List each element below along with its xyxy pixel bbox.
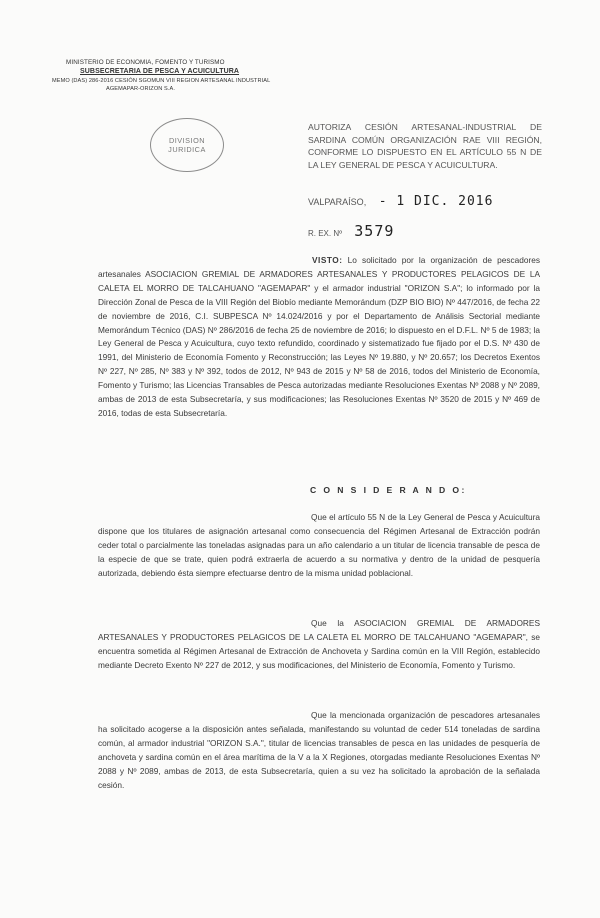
considerando-paragraph-3: Que la mencionada organización de pescadores artesanales ha solicitado acogerse a la disposición antes señalada, manifestando su voluntad de ceder 514 toneladas de sardina común, al armador industrial "ORIZON S.A.", titular de licencias transables de pesca en las unidades de pesquería de anchoveta y sardina común en el área marítima de la V a la X Regiones, otorgadas mediante Resoluciones Exentas Nº 2088 y Nº 2089, ambas de 2013, de esta Subsecretaría, quien a su vez ha solicitado la aprobación de la señalada cesión. (98, 710, 540, 790)
date-place: VALPARAÍSO, (308, 197, 367, 207)
rex-label: R. EX. Nº (308, 229, 343, 238)
stamp-line-2: JURIDICA (168, 145, 206, 154)
rex-number: 3579 (354, 222, 395, 240)
considerando-paragraph-1: Que el artículo 55 N de la Ley General de Pesca y Acuicultura dispone que los titulares de asignación artesanal como consecuencia del Régimen Artesanal de Extracción podrán ceder total o parcialmente las toneladas asignadas para un año calendario a un titular de licencia transable de pesca de la especie de que se trate, quien podrá extraerla de acuerdo a su normativa y dentro de la unidad de pesquería autorizada, debiendo ésta siempre efectuarse dentro de la misma unidad poblacional. (98, 512, 540, 578)
memo-reference: MEMO (DAS) 286-2016 CESIÓN SGOMUN VIII REGION ARTESANAL INDUSTRIAL (52, 78, 271, 84)
ministry-name: MINISTERIO DE ECONOMIA, FOMENTO Y TURISMO (66, 59, 225, 66)
considerando-heading: C O N S I D E R A N D O: (310, 485, 467, 495)
division-juridica-stamp (150, 118, 224, 172)
considerando-paragraph-2: Que la ASOCIACION GREMIAL DE ARMADORES ARTESANALES Y PRODUCTORES PELAGICOS DE LA CALETA EL MORRO DE TALCAHUANO "AGEMAPAR", se encuentra sometida al Régimen Artesanal de Extracción de Anchoveta y Sardina común en la VIII Región, establecido mediante Decreto Exento Nº 227 de 2012, y sus modificaciones, del Ministerio de Economía, Fomento y Turismo. (98, 618, 540, 670)
visto-paragraph (98, 254, 540, 421)
date-line (308, 194, 493, 209)
visto-text: Lo solicitado por la organización de pescadores artesanales ASOCIACION GREMIAL DE ARMADORES ARTESANALES Y PRODUCTORES PELAGICOS DE LA CALETA EL MORRO DE TALCAHUANO "AGEMAPAR" y el armador industrial "ORIZON S.A"; lo informado por la Dirección Zonal de Pesca de la VIII Región del Biobío mediante Memorándum (DZP BIO BIO) Nº 447/2016, de fecha 22 de noviembre de 2016, C.I. SUBPESCA Nº 14.024/2016 y por el Departamento de Análisis Sectorial mediante Memorándum Técnico (DAS) Nº 286/2016 de fecha 25 de noviembre de 2016; lo dispuesto en el D.F.L. Nº 5 de 1983; la Ley General de Pesca y Acuicultura, cuyo texto refundido, coordinado y sistematizado fue fijado por el D.S. Nº 430 de 1991, del Ministerio de Economía Fomento y Reconstrucción; las Leyes Nº 19.880, y Nº 20.657; los Decretos Exentos Nº 227, Nº 285, Nº 383 y Nº 392, todos de 2012, Nº 943 de 2015 y Nº 58 de 2016, todos del Ministerio de Economía, Fomento y Turismo; las Licencias Transables de Pesca autorizadas mediante Resoluciones Exentas Nº 2088 y Nº 2089, ambas de 2013 de esta Subsecretaría, y sus modificaciones; las Resoluciones Exentas Nº 3520 de 2015 y Nº 469 de 2016, todas de esta Subsecretaría. (98, 255, 540, 418)
stamp-line-1: DIVISION (168, 136, 206, 145)
resolution-number-line (308, 222, 394, 240)
memo-reference-parties: AGEMAPAR-ORIZON S.A. (106, 86, 176, 92)
date-stamp: - 1 DIC. 2016 (378, 194, 494, 209)
visto-label: VISTO: (312, 255, 343, 265)
resolution-title: AUTORIZA CESIÓN ARTESANAL-INDUSTRIAL DE SARDINA COMÚN ORGANIZACIÓN RAE VIII REGIÓN, CONFORME LO DISPUESTO EN EL ARTÍCULO 55 N DE LA LEY GENERAL DE PESCA Y ACUICULTURA. (308, 122, 542, 170)
subsecretaria-name: SUBSECRETARIA DE PESCA Y ACUICULTURA (80, 68, 240, 75)
